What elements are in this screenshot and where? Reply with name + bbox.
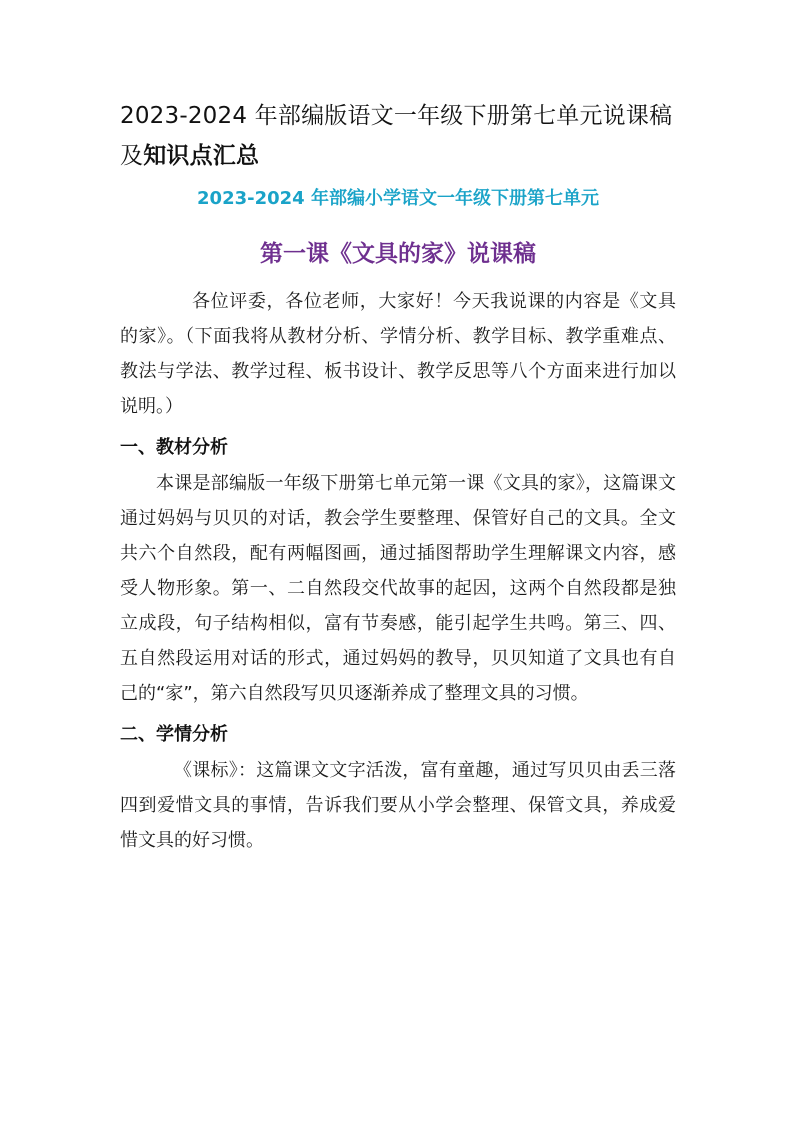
document-subtitle: 2023-2024 年部编小学语文一年级下册第七单元 xyxy=(197,188,599,209)
lesson-title: 第一课《文具的家》说课稿 xyxy=(260,241,536,267)
document-page xyxy=(120,96,676,858)
section-paragraph-textbook-analysis: 本课是部编版一年级下册第七单元第一课《文具的家》，这篇课文通过妈妈与贝贝的对话，教会学生要整理、保管好自己的文具。全文共六个自然段，配有两幅图画，通过插图帮助学生理解课文内容，感受人物形象。第一、二自然段交代故事的起因，这两个自然段都是独立成段，句子结构相似，富有节奏感，能引起学生共鸣。第三、四、五自然段运用对话的形式，通过妈妈的教导，贝贝知道了文具也有自己的“家”，第六自然段写贝贝逐渐养成了整理文具的习惯。 xyxy=(120,473,676,704)
document-title-tail-bold: 知识点汇总 xyxy=(143,143,260,169)
intro-paragraph: 各位评委，各位老师，大家好！今天我说课的内容是《文具的家》。（下面我将从教材分析、学情分析、教学目标、教学重难点、教法与学法、教学过程、板书设计、教学反思等八个方面来进行加以说明。） xyxy=(120,291,676,417)
document-title-main: 2023-2024 年部编版语文一年级下册第七单元说课稿 xyxy=(120,103,673,129)
section-heading-textbook-analysis: 一、教材分析 xyxy=(120,437,228,458)
document-title xyxy=(120,96,676,176)
document-title-tail-plain: 及 xyxy=(120,143,144,169)
section-paragraph-student-analysis: 《课标》：这篇课文文字活泼，富有童趣，通过写贝贝由丢三落四到爱惜文具的事情，告诉我们要从小学会整理、保管文具，养成爱惜文具的好习惯。 xyxy=(120,760,676,851)
section-heading-student-analysis: 二、学情分析 xyxy=(120,724,228,745)
